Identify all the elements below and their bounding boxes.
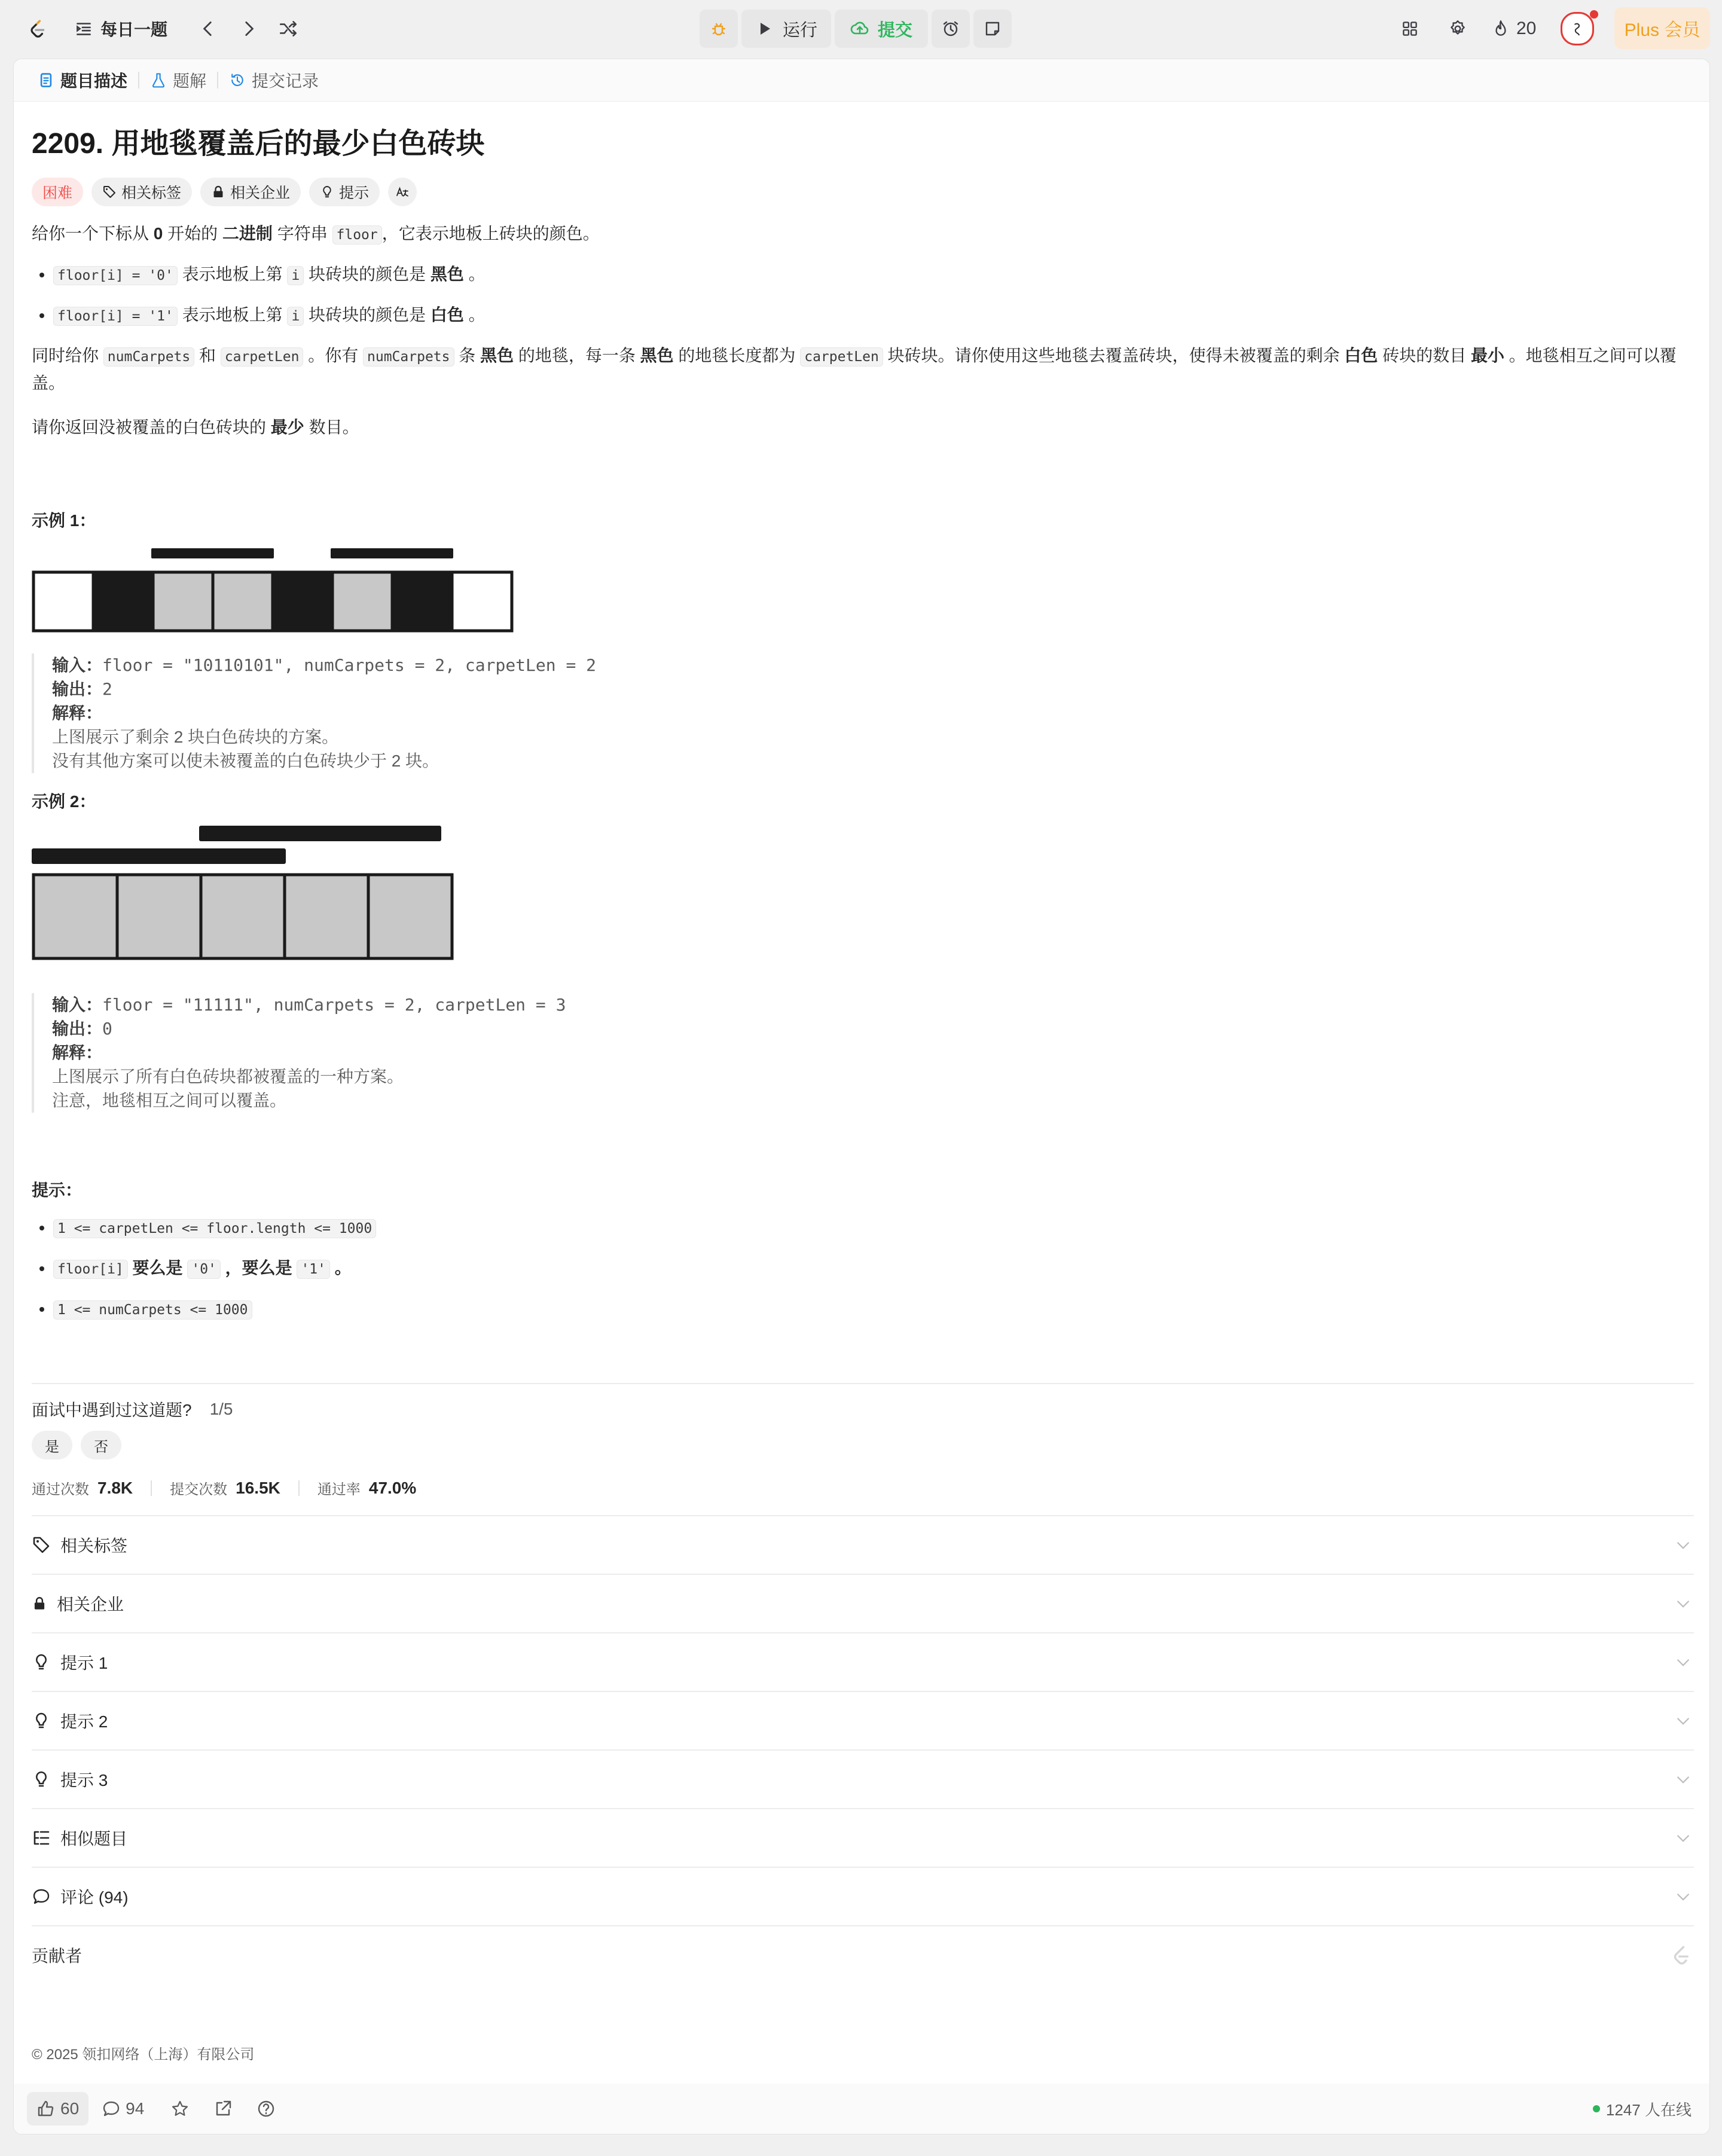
settings-button[interactable] (1441, 12, 1474, 45)
accepted-label: 通过次数 (32, 1482, 89, 1498)
inline-code: carpetLen (221, 347, 304, 367)
tab-submissions-label: 提交记录 (252, 72, 319, 90)
interview-question-text: 面试中遇到过这道题? (32, 1401, 192, 1419)
chevron-down-icon (1675, 1595, 1692, 1612)
para-bold: 白色 (1344, 346, 1378, 365)
submissions-value: 16.5K (236, 1478, 280, 1497)
carpet-bar (32, 848, 286, 864)
inline-code: 1 <= carpetLen <= floor.length <= 1000 (53, 1219, 376, 1238)
stats-row (32, 1477, 1694, 1498)
stat-divider (151, 1480, 152, 1496)
rate-label: 通过率 (317, 1482, 361, 1498)
example-2-figure (32, 826, 522, 981)
tag-icon (32, 1535, 51, 1555)
plus-membership-button[interactable]: Plus 会员 (1614, 7, 1710, 49)
comment-count: 94 (126, 2099, 145, 2118)
intro-bold: 0 (153, 224, 163, 243)
interview-progress: 1/5 (209, 1400, 233, 1418)
para-text: 数目。 (304, 418, 359, 436)
chevron-down-icon (1675, 1537, 1692, 1553)
para-bold: 最少 (270, 418, 304, 436)
intro-text: 字符串 (272, 224, 332, 243)
lock-icon (32, 1596, 47, 1611)
floor-tile (332, 572, 392, 631)
section-label: 提示 2 (60, 1712, 108, 1731)
flask-icon (150, 72, 167, 88)
layout-grid-icon (1393, 12, 1427, 45)
para-bold: 黑色 (480, 346, 514, 365)
avatar-figure-icon (1568, 20, 1586, 38)
lightbulb-icon (32, 1711, 51, 1730)
topics-tag-label: 相关标签 (121, 185, 182, 201)
no-button[interactable]: 否 (81, 1431, 121, 1459)
intro-text: ，它表示地板上砖块的颜色。 (381, 224, 600, 243)
daily-problem-label: 每日一题 (100, 20, 168, 39)
inline-code: floor[i] = '0' (53, 266, 178, 285)
floor-tile (273, 572, 332, 631)
chevron-down-icon (1675, 1654, 1692, 1671)
submit-label: 提交 (877, 20, 912, 40)
leetcode-logo-icon (20, 12, 54, 45)
run-button[interactable] (741, 10, 831, 48)
example-1-io (32, 653, 1694, 773)
question-circle-icon (257, 2099, 276, 2118)
tab-description-label: 题目描述 (60, 72, 128, 90)
section-label: 相关标签 (60, 1537, 128, 1555)
inline-code: 1 <= numCarpets <= 1000 (53, 1300, 252, 1320)
comments-button[interactable] (102, 2099, 144, 2118)
panel-tabs (14, 59, 1710, 102)
tab-solutions[interactable] (139, 68, 217, 92)
like-count: 60 (60, 2099, 80, 2118)
constraints-list (32, 1214, 1694, 1323)
list-item (53, 261, 1694, 289)
problem-tags (32, 178, 1694, 206)
accepted-value: 7.8K (97, 1478, 133, 1497)
problem-list-button[interactable] (72, 12, 167, 45)
favorite-button[interactable] (170, 2099, 190, 2118)
floor-tile (392, 572, 452, 631)
tab-submissions[interactable] (218, 68, 329, 92)
list-text: 。 (463, 306, 486, 324)
play-icon (755, 19, 774, 38)
inline-code: floor[i] = '1' (53, 307, 178, 326)
help-button[interactable] (257, 2099, 276, 2118)
para-text: 。你有 (303, 346, 364, 365)
section-label: 提示 3 (60, 1771, 108, 1789)
floor-tile (153, 572, 213, 631)
share-button[interactable] (213, 2099, 233, 2118)
list-text: 。 (463, 265, 486, 283)
run-submit-group (700, 10, 1012, 48)
list-item (53, 1296, 1694, 1323)
external-link-icon (213, 2099, 233, 2118)
layout-button[interactable] (1393, 12, 1427, 45)
lightbulb-icon (32, 1653, 51, 1672)
submissions-label: 提交次数 (170, 1482, 228, 1498)
timer-button[interactable] (932, 10, 970, 48)
carpet-bar (151, 548, 274, 558)
accordion-sections (32, 1516, 1694, 1984)
hint-tag-label: 提示 (339, 185, 370, 201)
floor-tile (285, 875, 368, 958)
problem-panel (13, 59, 1710, 2134)
streak-count: 20 (1516, 19, 1537, 38)
leetcode-logo-icon (1670, 1944, 1692, 1966)
history-icon (229, 72, 246, 88)
example-output: 0 (102, 1019, 112, 1039)
tag-icon (102, 185, 117, 199)
intro-bold: 二进制 (222, 224, 273, 243)
example-output: 2 (102, 679, 112, 699)
list-tree-icon (32, 1828, 51, 1847)
online-count-text: 1247 人在线 (1605, 2100, 1692, 2119)
section-hint-3[interactable] (32, 1751, 1694, 1809)
list-item (53, 1255, 1694, 1282)
divider (32, 1383, 1694, 1384)
list-text: 表示地板上第 (177, 306, 288, 324)
chevron-down-icon (1675, 1830, 1692, 1846)
input-label: 输入： (52, 656, 103, 674)
contributors-label: 贡献者 (32, 1947, 83, 1965)
intro-text: 开始的 (163, 224, 222, 243)
prev-problem-button[interactable] (191, 12, 225, 45)
translate-icon (395, 185, 410, 199)
inline-code: i (287, 266, 304, 285)
leetcode-logo[interactable] (20, 12, 54, 45)
list-bold: 。 (330, 1259, 352, 1277)
inline-code: '0' (187, 1260, 221, 1279)
notes-button[interactable] (973, 10, 1012, 48)
explain-text: 上图展示了所有白色砖块都被覆盖的一种方案。 (52, 1067, 404, 1086)
para-text: 。地毯相互之间可以覆盖。 (32, 346, 1677, 392)
inline-code: carpetLen (800, 347, 883, 367)
inline-code: numCarpets (363, 347, 454, 367)
problem-content (32, 124, 1694, 2063)
comment-icon (102, 2099, 121, 2118)
tab-description[interactable] (27, 68, 138, 92)
online-count (1593, 2098, 1692, 2120)
list-bold: 黑色 (430, 265, 464, 283)
tile-row (33, 572, 512, 631)
inline-code: i (287, 307, 304, 326)
inline-code: '1' (297, 1260, 330, 1279)
para-text: 砖块的数目 (1378, 346, 1471, 365)
document-icon (38, 72, 54, 88)
streak-counter[interactable] (1489, 12, 1536, 45)
inline-code: floor (332, 225, 382, 245)
bug-icon (709, 19, 728, 38)
user-avatar[interactable] (1561, 12, 1594, 45)
problem-paragraph (32, 343, 1694, 396)
explain-label: 解释： (52, 1043, 103, 1062)
comment-icon (32, 1887, 51, 1906)
color-rules-list (32, 261, 1694, 329)
star-icon (170, 2099, 190, 2118)
lightbulb-icon (32, 1770, 51, 1789)
rate-value: 47.0% (368, 1478, 417, 1497)
list-text: 块砖块的颜色是 (304, 265, 430, 283)
chevron-down-icon (1675, 1888, 1692, 1905)
output-label: 输出： (52, 680, 103, 698)
intro-text: 给你一个下标从 (32, 224, 154, 243)
run-label: 运行 (782, 20, 817, 40)
hint-tag-button[interactable] (309, 178, 380, 206)
carpet-bar (331, 548, 453, 558)
yes-button[interactable]: 是 (32, 1431, 72, 1459)
chevron-right-icon (232, 12, 265, 45)
lock-icon (211, 185, 225, 199)
para-text: 请你返回没被覆盖的白色砖块的 (32, 418, 271, 436)
inline-code: numCarpets (103, 347, 194, 367)
shuffle-icon (271, 12, 305, 45)
section-similar-problems[interactable] (32, 1809, 1694, 1868)
list-text: 表示地板上第 (177, 265, 288, 283)
floor-tile (201, 875, 285, 958)
floor-tile (452, 572, 512, 631)
problem-title[interactable]: 2209. 用地毯覆盖后的最少白色砖块 (32, 128, 485, 160)
avatar (1561, 12, 1594, 45)
para-text: 的地毯，每一条 (514, 346, 640, 365)
chevron-down-icon (1675, 1712, 1692, 1729)
list-item (53, 302, 1694, 329)
section-label: 相似题目 (60, 1830, 128, 1848)
interview-answers (32, 1431, 1694, 1459)
list-text: 块砖块的颜色是 (304, 306, 430, 324)
note-icon (983, 19, 1002, 38)
floor-tile (33, 572, 93, 631)
explain-label: 解释： (52, 704, 103, 722)
stat-divider (298, 1480, 300, 1496)
example-input: floor = "10110101", numCarpets = 2, carpetLen = 2 (102, 655, 597, 675)
section-contributors[interactable] (32, 1926, 1694, 1984)
carpet-bar (199, 826, 441, 841)
list-bold: 要么是 (127, 1259, 188, 1277)
list-bold: 白色 (430, 306, 464, 324)
topics-tag-button[interactable] (91, 178, 192, 206)
example-2-title: 示例 2： (32, 792, 96, 811)
debug-button[interactable] (700, 10, 738, 48)
floor-tile (117, 875, 201, 958)
alarm-clock-icon (941, 19, 960, 38)
floor-tile (33, 875, 117, 958)
companies-tag-label: 相关企业 (230, 185, 291, 201)
interview-question (32, 1397, 1694, 1421)
para-text: 条 (454, 346, 481, 365)
chevron-left-icon (191, 12, 225, 45)
tab-solutions-label: 题解 (173, 72, 207, 90)
random-problem-button[interactable] (271, 12, 305, 45)
lightbulb-icon (320, 185, 334, 199)
chevron-down-icon (1675, 1771, 1692, 1788)
input-label: 输入： (52, 995, 103, 1014)
example-input: floor = "11111", numCarpets = 2, carpetLen = 3 (102, 995, 566, 1015)
next-problem-button[interactable] (232, 12, 265, 45)
para-text: 块砖块。请你使用这些地毯去覆盖砖块，使得未被覆盖的剩余 (883, 346, 1345, 365)
explain-text: 上图展示了剩余 2 块白色砖块的方案。 (52, 728, 339, 746)
para-text: 的地毯长度都为 (673, 346, 801, 365)
section-hint-2[interactable] (32, 1692, 1694, 1751)
list-item (53, 1214, 1694, 1242)
floor-tile (93, 572, 153, 631)
cloud-upload-icon (850, 19, 869, 38)
section-related-tags[interactable] (32, 1516, 1694, 1575)
tile-row (33, 875, 452, 958)
constraints-title: 提示： (32, 1181, 83, 1199)
list-bold: ，要么是 (220, 1259, 297, 1277)
section-comments[interactable] (32, 1868, 1694, 1926)
floor-tile (368, 875, 452, 958)
para-bold: 最小 (1470, 346, 1504, 365)
submit-button[interactable] (835, 10, 928, 48)
companies-tag-button[interactable] (200, 178, 301, 206)
gear-icon (1441, 12, 1474, 45)
copyright: © 2025 领扣网络（上海）有限公司 (32, 2047, 255, 2063)
para-text: 和 (194, 346, 221, 365)
section-hint-1[interactable] (32, 1633, 1694, 1692)
section-label: 评论 (94) (60, 1888, 129, 1907)
section-related-companies[interactable] (32, 1575, 1694, 1633)
difficulty-badge: 困难 (32, 178, 83, 206)
bottom-action-bar (14, 2084, 1709, 2134)
flame-icon (1489, 12, 1513, 45)
floor-tile (213, 572, 273, 631)
example-1-title: 示例 1： (32, 511, 96, 530)
top-bar (0, 0, 1722, 57)
like-button[interactable] (27, 2092, 88, 2126)
problem-intro (32, 221, 1694, 248)
section-label: 提示 1 (60, 1654, 108, 1672)
example-2-io (32, 993, 1694, 1113)
notification-dot (1590, 10, 1598, 19)
list-indent-icon (72, 12, 96, 45)
thumbs-up-icon (36, 2099, 56, 2118)
para-text: 同时给你 (32, 346, 103, 365)
explain-text: 注意，地毯相互之间可以覆盖。 (52, 1091, 287, 1110)
online-dot (1593, 2105, 1600, 2112)
explain-text: 没有其他方案可以使未被覆盖的白色砖块少于 2 块。 (52, 752, 439, 770)
section-label: 相关企业 (57, 1595, 124, 1614)
para-bold: 黑色 (640, 346, 674, 365)
inline-code: floor[i] (53, 1260, 128, 1279)
translate-button[interactable] (388, 178, 417, 206)
problem-return-paragraph (32, 414, 1694, 441)
output-label: 输出： (52, 1019, 103, 1038)
example-1-figure (32, 541, 522, 643)
